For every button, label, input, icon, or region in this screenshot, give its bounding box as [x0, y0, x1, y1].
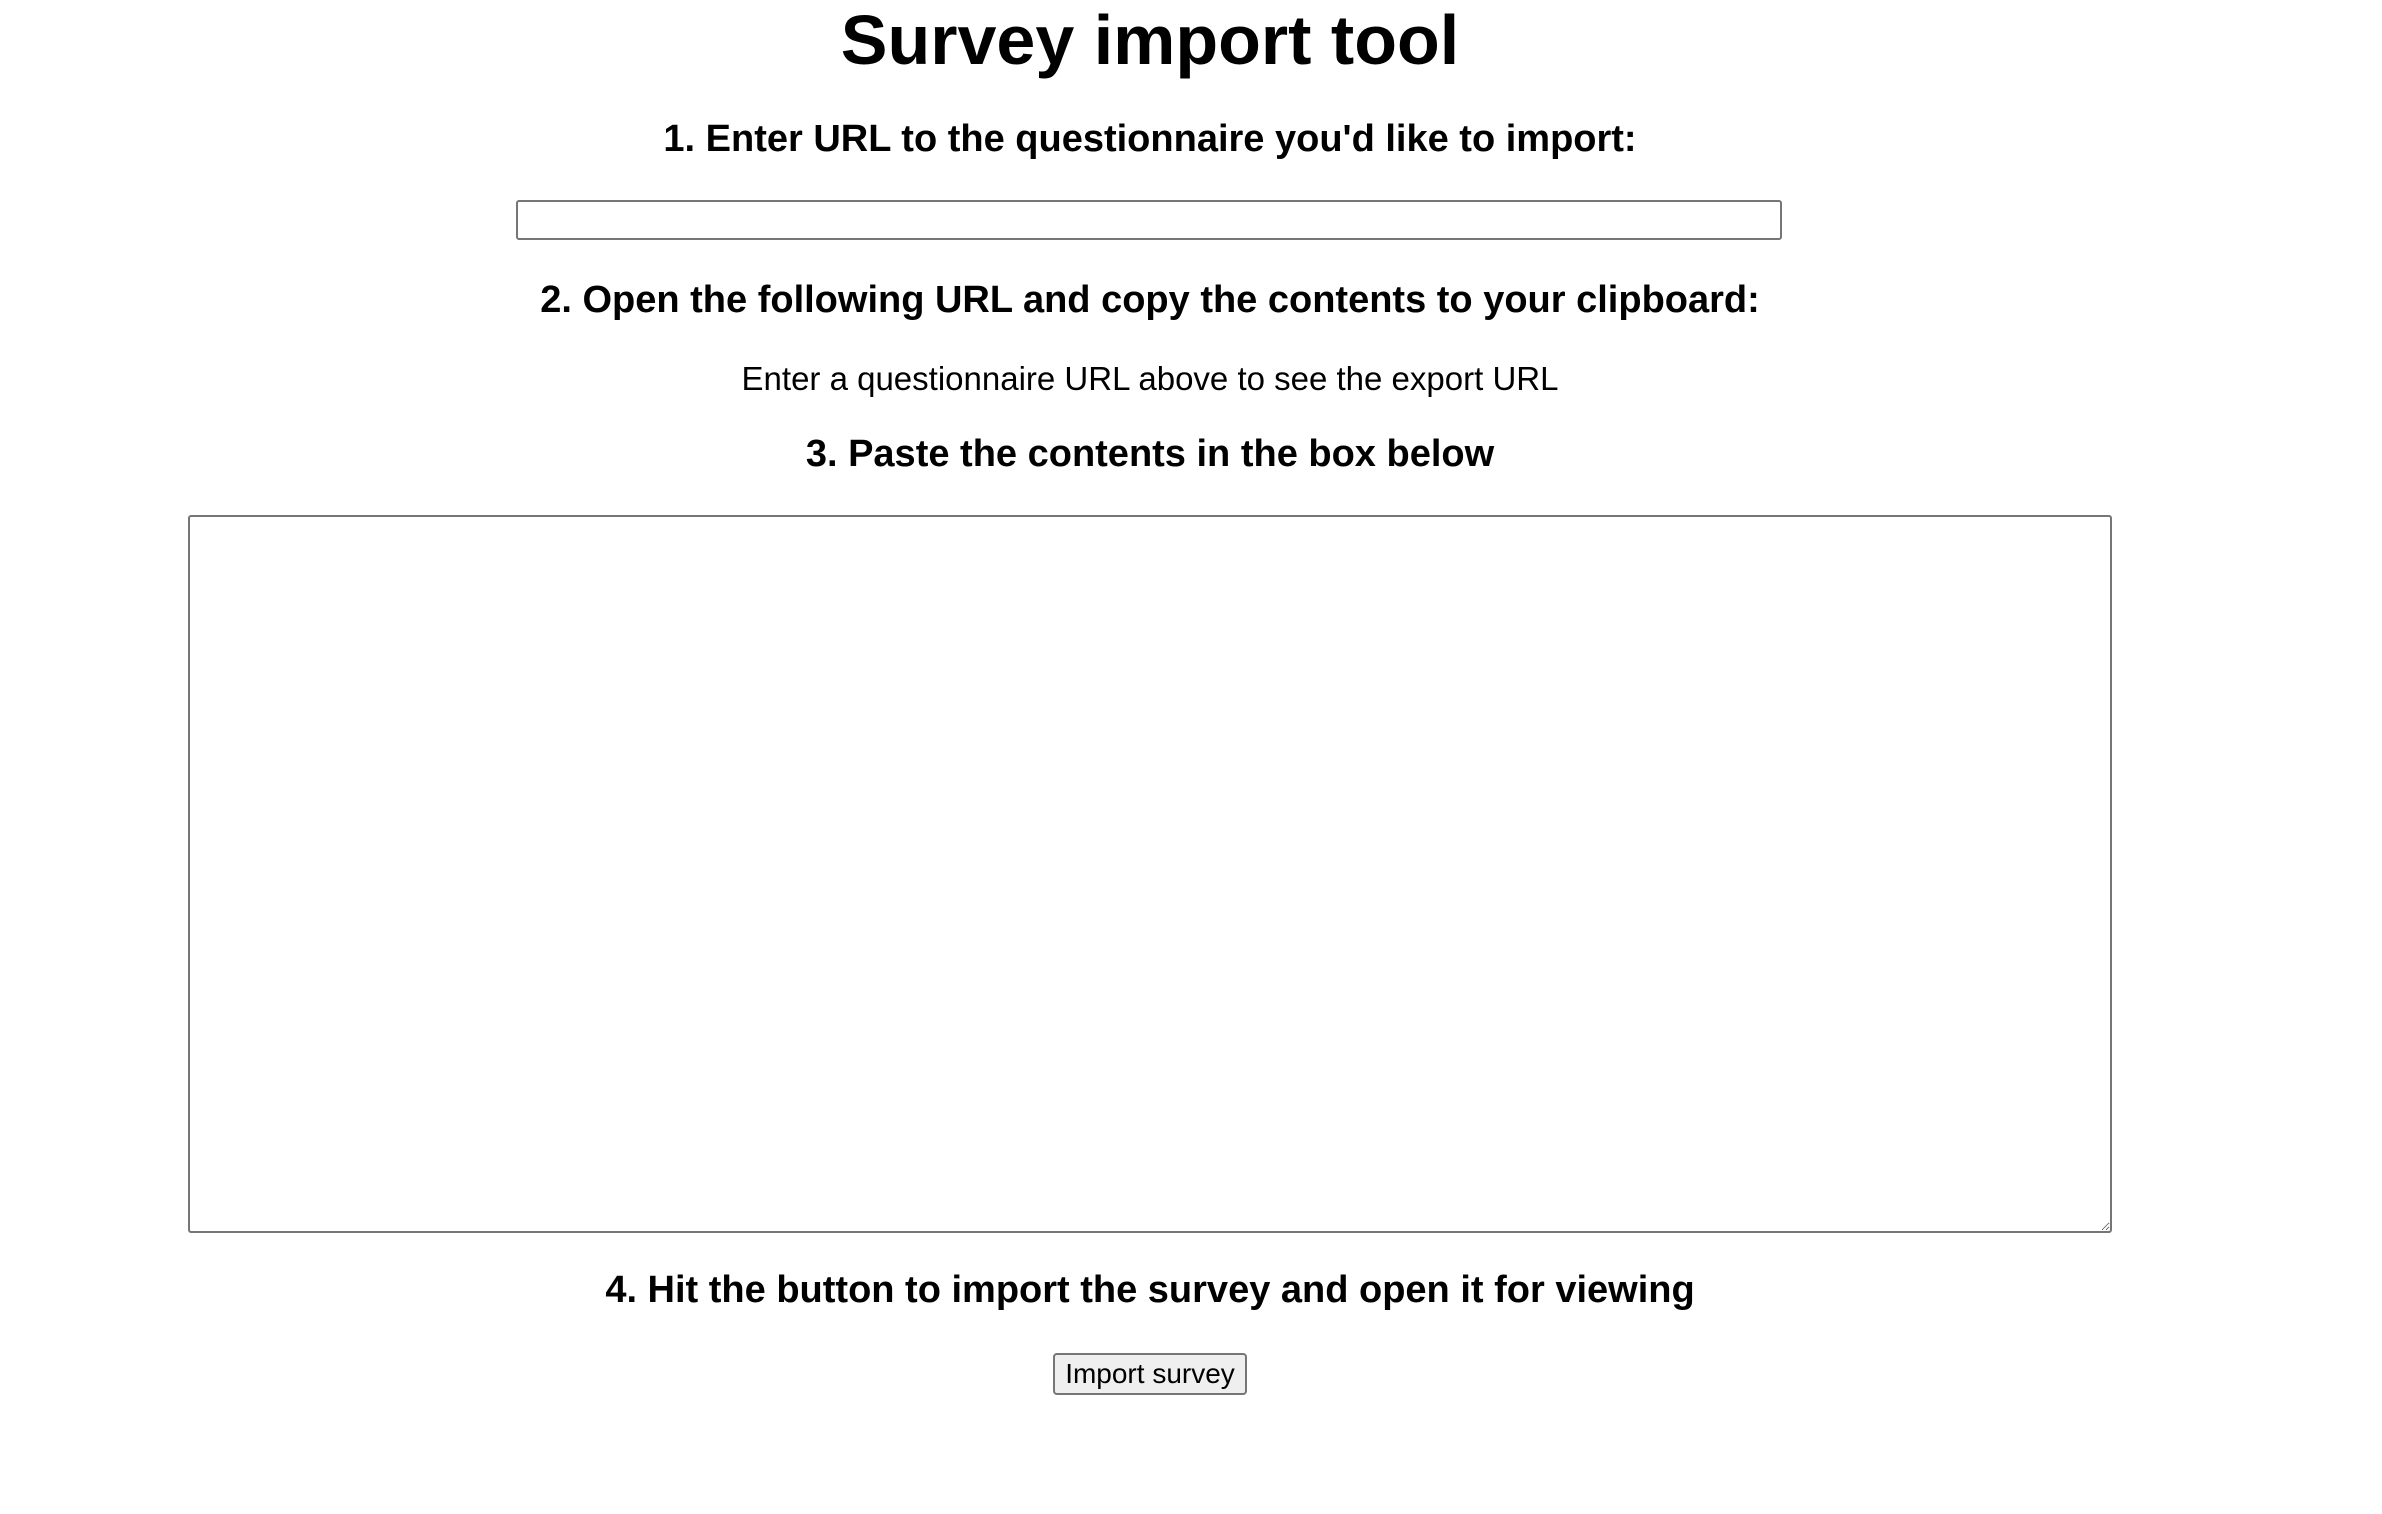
step-3-heading: 3. Paste the contents in the box below — [805, 433, 1495, 475]
import-survey-button[interactable]: Import survey — [1053, 1353, 1247, 1395]
export-url-message: Enter a questionnaire URL above to see the export URL — [741, 360, 1559, 397]
questionnaire-url-input[interactable] — [516, 200, 1782, 240]
step-1-heading: 1. Enter URL to the questionnaire you'd like to import: — [663, 118, 1637, 160]
paste-contents-textarea[interactable] — [188, 515, 2112, 1233]
page-title: Survey import tool — [840, 1, 1460, 79]
step-4-heading: 4. Hit the button to import the survey and open it for viewing — [605, 1269, 1695, 1311]
step-2-heading: 2. Open the following URL and copy the contents to your clipboard: — [540, 279, 1760, 321]
